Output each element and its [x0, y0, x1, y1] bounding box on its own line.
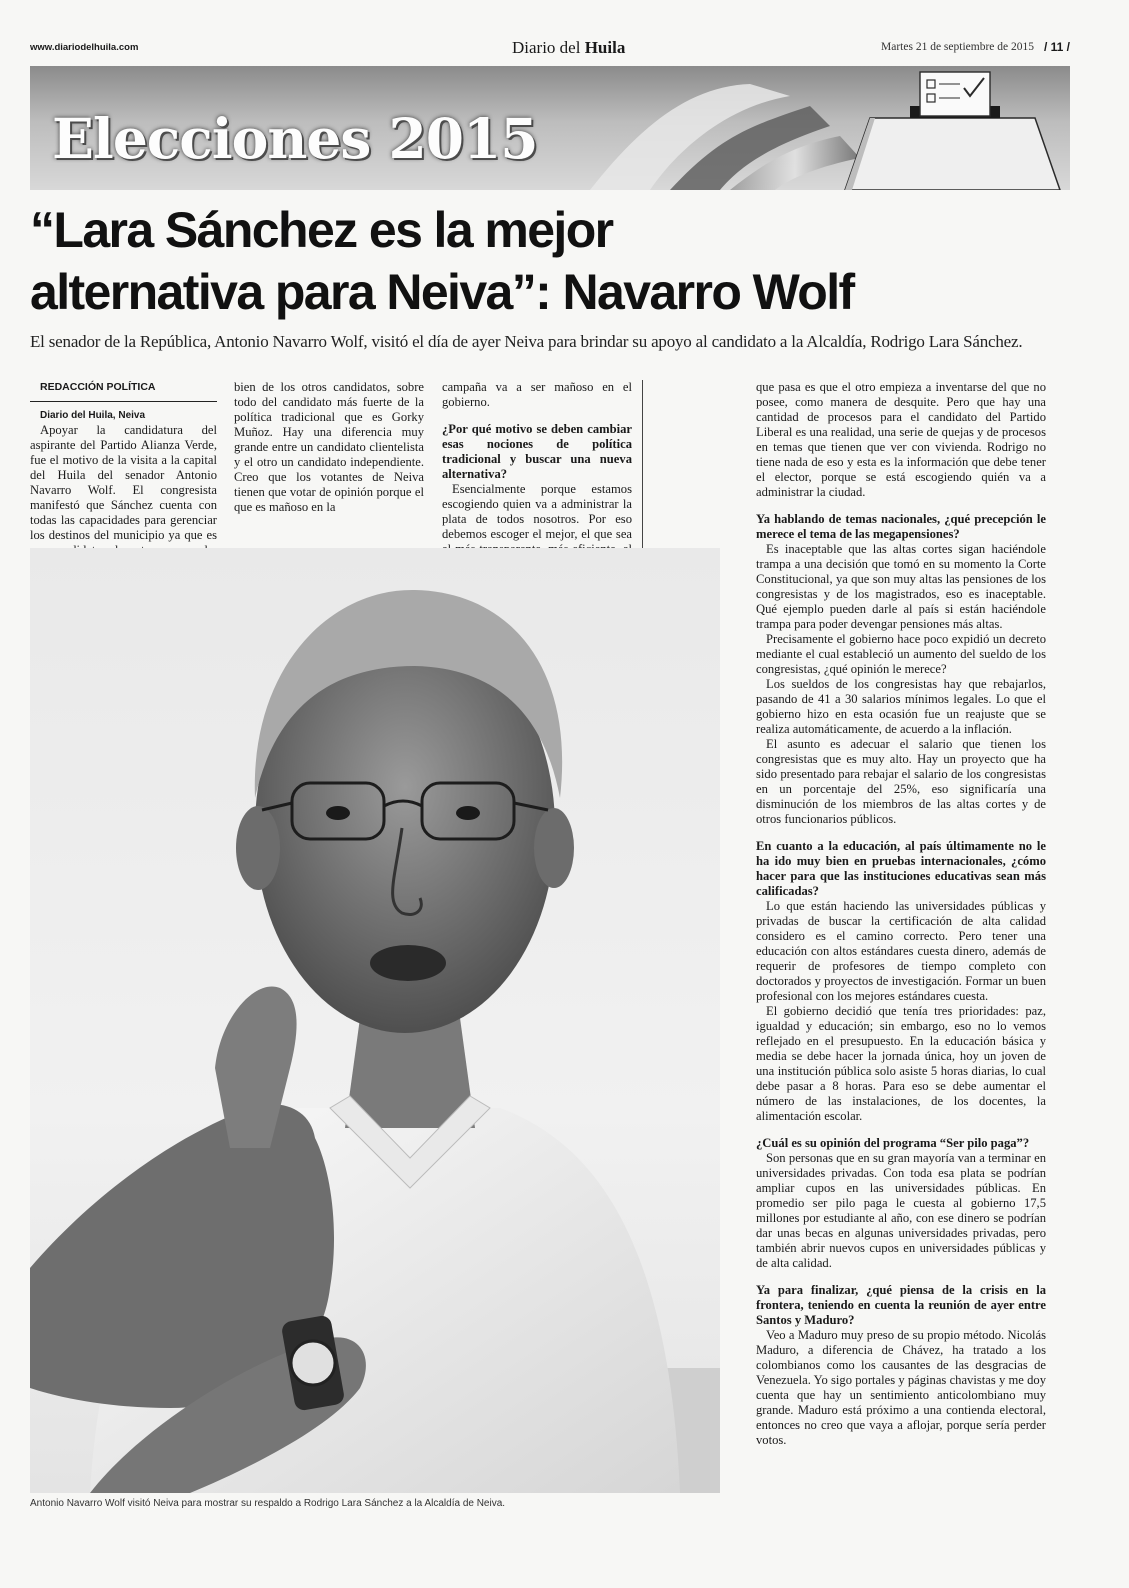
article-column-2 — [234, 380, 424, 515]
ballot-paper-icon — [920, 72, 990, 116]
article-subheadline: El senador de la República, Antonio Navarro Wolf, visitó el día de ayer Neiva para brindar su apoyo al candidato a la Alcaldía, Rodrigo Lara Sánchez. — [30, 332, 1023, 351]
portrait-illustration — [30, 548, 720, 1493]
interview-question: ¿Cuál es su opinión del programa “Ser pilo paga”? — [756, 1136, 1030, 1150]
article-photo — [30, 548, 720, 1493]
section-title: Elecciones 2015 — [52, 106, 538, 171]
interview-question: Ya hablando de temas nacionales, ¿qué precepción le merece el tema de las megapensiones? — [756, 512, 1046, 541]
section-banner — [30, 66, 1070, 190]
article-headline — [30, 199, 1090, 323]
interview-answer: Esencialmente porque estamos escogiendo quien va a administrar la plata de todos nosotros. Por eso debemos escoger el mejor, el que sea — [442, 482, 632, 541]
body-paragraph: campaña va a ser mañoso en el gobierno. — [442, 380, 632, 409]
interview-question: Ya para finalizar, ¿qué piensa de la crisis en la frontera, teniendo en cuenta la reunión de ayer entre Santos y Maduro? — [756, 1283, 1046, 1327]
body-paragraph: bien de los otros candidatos, sobre todo del candidato más fuerte de la política tradicional que es Gorky Muñoz. Hay una diferencia muy grande entre un candidato clientelista y el otro un candidato independiente. Creo que los votantes de Neiva tienen que votar de opinión porque el que es mañoso en la — [234, 380, 424, 514]
issue-date: Martes 21 de septiembre de 2015 — [881, 41, 1034, 53]
page-header — [30, 40, 1070, 58]
body-paragraph: que pasa es que el otro empieza a inventarse del que no posee, como manera de desquite. Pero que hay una cantidad de procesos para el candidato del Partido Liberal es una realidad, una serie de quejas y de procesos en temas que tienen que ver con vivienda. Rodrigo no tiene nada de eso y esta es la información que debe tener el elector, porque se está escogiendo quién va a administrar la ciudad. — [756, 380, 1046, 499]
masthead-name: Huila — [584, 38, 626, 57]
dateline: Diario del Huila, Neiva — [40, 410, 146, 421]
interview-answer: Son personas que en su gran mayoría van a terminar en universidades privadas. Con toda esa plata se podrían ampliar cupos en las universidades públicas. En promedio ser pilo paga le cuesta al gobierno 17,5 millones por estudiante al año, con ese dinero se podrían dar unas becas en algunas universidades privadas, pero también abrir nuevos cupos en universidades públicas y de alta calidad. — [756, 1151, 1046, 1270]
byline-divider — [30, 401, 217, 402]
interview-question: En cuanto a la educación, al país últimamente no le ha ido muy bien en pruebas internacionales, ¿cómo hacer para que las instituciones educativas sean más calificadas? — [756, 839, 1046, 898]
interview-answer: Los sueldos de los congresistas hay que rebajarlos, pasando de 41 a 30 salarios mínimos legales. Lo que el gobierno hizo en esta ocasión fue un reajuste que se realiza automáticamente, de acuerdo a la inflación. — [756, 677, 1046, 736]
page-number: / 11 / — [1043, 40, 1070, 54]
interview-answer: El asunto es adecuar el salario que tienen los congresistas que es muy alto. Hay un proyecto que ha sido presentado para rebajar el salario de los congresistas en un porcentaje del 25%, eso significaría una disminución de los miembros de las altas cortes y de otros funcionarios públicos. — [756, 737, 1046, 826]
masthead-prefix: Diario del — [512, 38, 581, 57]
headline-line-1: “Lara Sánchez es la mejor — [30, 202, 613, 258]
newspaper-masthead — [512, 38, 625, 58]
interview-answer: El gobierno decidió que tenía tres prioridades: paz, igualdad y educación; sin embargo, eso no lo vemos reflejado en el presupuesto. En la educación básica y media se debe hacer la jornada única, hoy un joven de una institución pública solo asiste 5 horas diarias, lo cual debe pasar a 8 horas. Para eso se debe aumentar el número de las instalaciones, de los docentes, la alimentación escolar. — [756, 1004, 1046, 1123]
interview-question: ¿Por qué motivo se deben cambiar esas nociones de política tradicional y buscar una nueva alternativa? — [442, 422, 632, 481]
headline-line-2: alternativa para Neiva”: Navarro Wolf — [30, 264, 854, 320]
interview-answer: Precisamente el gobierno hace poco expidió un decreto mediante el cual estableció un aumento del sueldo de los congresistas, ¿qué opinión le merece? — [756, 632, 1046, 676]
byline: REDACCIÓN POLÍTICA — [40, 381, 156, 393]
interview-answer: Lo que están haciendo las universidades públicas y privadas de buscar la certificación de alta calidad considero es el camino correcto. Pero tener una educación con altos estándares cuesta dinero, además de requerir de profesores de tiempo completo con doctorados y proyectos de investigación. Formar un buen profesional con los mejores estándares cuesta. — [756, 899, 1046, 1003]
website-url: www.diariodelhuila.com — [30, 42, 139, 53]
photo-caption: Antonio Navarro Wolf visitó Neiva para mostrar su respaldo a Rodrigo Lara Sánchez a la Alcaldía de Neiva. — [30, 1498, 506, 1509]
body-paragraph: Apoyar la candidatura del aspirante del Partido Alianza Verde, fue el motivo de la visita a la capital del Huila del senador Antonio Navarro Wolf. El congresista manifestó que Sánchez cuenta con todas las capacidades para gerenciar los destinos del municipio ya que es — [30, 423, 217, 542]
interview-answer: Veo a Maduro muy preso de su propio método. Nicolás Maduro, a diferencia de Chávez, ha tratado a los colombianos como los causantes de las desgracias de Venezuela. Yo sigo portales y páginas chavistas y me doy cuenta que hay un sentimiento anticolombiano muy grande. Maduro está próximo a una contienda electoral, entonces no creo que vaya a aflojar, porque sería perder votos. — [756, 1328, 1046, 1447]
article-column-4 — [756, 380, 1046, 1448]
watch-icon — [291, 1341, 335, 1385]
interview-answer: Es inaceptable que las altas cortes sigan haciéndole trampa a una decisión que tomó en su momento la Corte Constitucional, ya que son muy altas las pensiones de los congresistas y de los magistrados, eso es inaceptable. Qué ejemplo pueden darle al país si están haciéndole trampa para poder devengar pensiones más altas. — [756, 542, 1046, 631]
